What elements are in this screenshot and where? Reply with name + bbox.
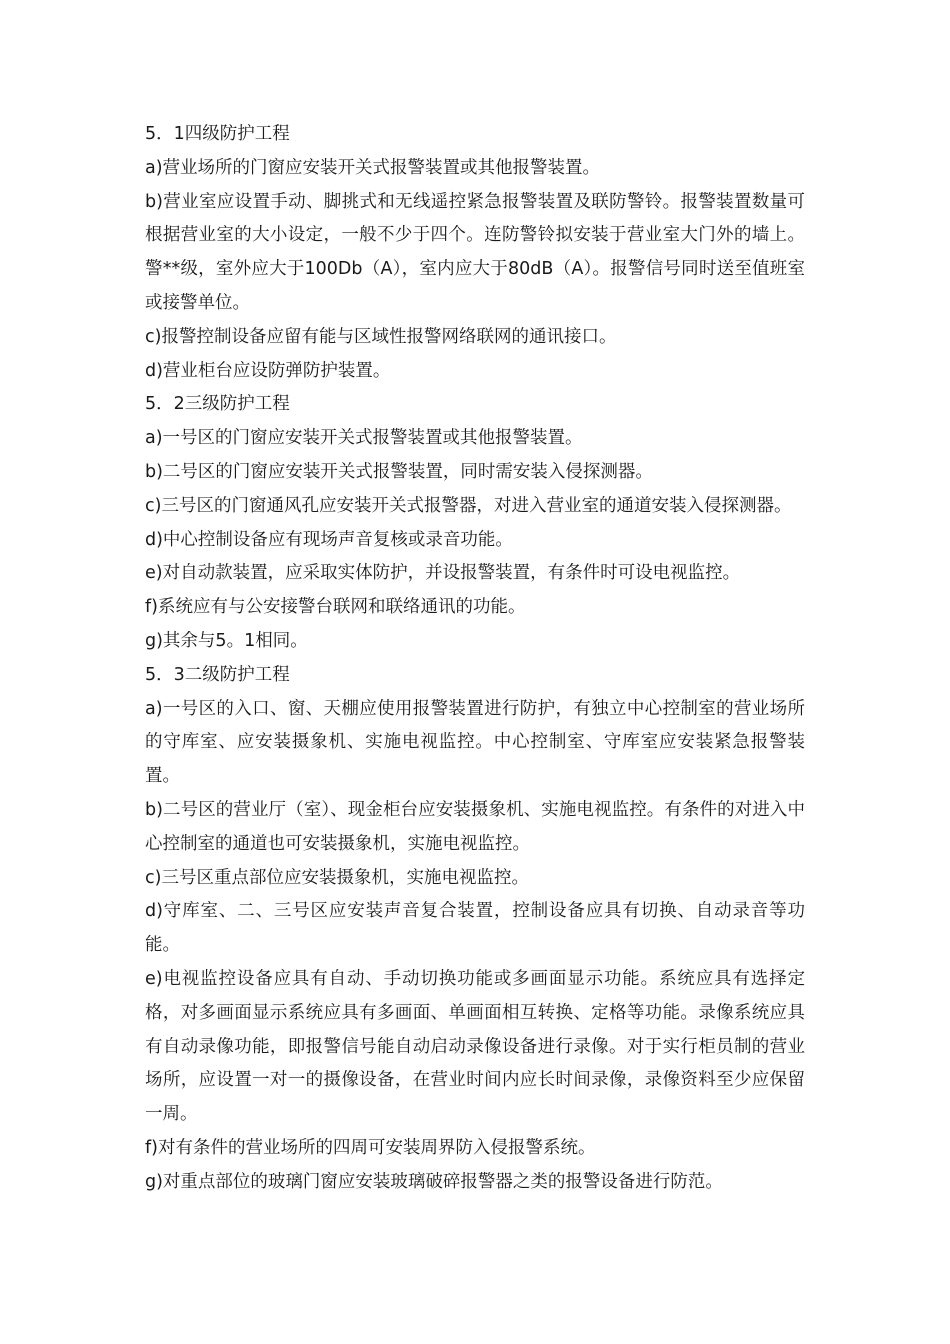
paragraph: e)电视监控设备应具有自动、手动切换功能或多画面显示功能。系统应具有选择定格，对多画面显示系统应具有多画面、单画面相互转换、定格等功能。录像系统应具有自动录像功能，即报警信号能自动启动录像设备进行录像。对于实行柜员制的营业场所，应设置一对一的摄像设备，在营业时间内应长时间录像，录像资料至少应保留一周。	[145, 968, 805, 1125]
paragraph: c)报警控制设备应留有能与区域性报警网络联网的通讯接口。	[145, 326, 617, 347]
section-heading-5-3: 5．3二级防护工程	[145, 664, 290, 685]
paragraph: a)一号区的入口、窗、天棚应使用报警装置进行防护，有独立中心控制室的营业场所的守库室、应安装摄象机、实施电视监控。中心控制室、守库室应安装紧急报警装置。	[145, 698, 805, 787]
paragraph: a)一号区的门窗应安装开关式报警装置或其他报警装置。	[145, 428, 583, 449]
paragraph: b)二号区的门窗应安装开关式报警装置，同时需安装入侵探测器。	[145, 461, 653, 482]
paragraph: d)中心控制设备应有现场声音复核或录音功能。	[145, 529, 513, 550]
paragraph: g)其余与5。1相同。	[145, 630, 308, 651]
paragraph: b)营业室应设置手动、脚挑式和无线遥控紧急报警装置及联防警铃。报警装置数量可根据营业室的大小设定，一般不少于四个。连防警铃拟安装于营业室大门外的墙上。警**级，室外应大于100Db（A），室内应大于80dB（A）。报警信号同时送至值班室或接警单位。	[145, 191, 805, 313]
paragraph: g)对重点部位的玻璃门窗应安装玻璃破碎报警器之类的报警设备进行防范。	[145, 1171, 723, 1192]
paragraph: e)对自动款装置，应采取实体防护，并设报警装置，有条件时可设电视监控。	[145, 563, 741, 584]
paragraph: b)二号区的营业厅（室）、现金柜台应安装摄象机、实施电视监控。有条件的对进入中心控制室的通道也可安装摄象机，实施电视监控。	[145, 799, 805, 854]
paragraph: f)对有条件的营业场所的四周可安装周界防入侵报警系统。	[145, 1137, 596, 1158]
section-heading-5-2: 5．2三级防护工程	[145, 394, 290, 415]
section-heading-5-1: 5．1四级防护工程	[145, 124, 290, 144]
paragraph: a)营业场所的门窗应安装开关式报警装置或其他报警装置。	[145, 157, 601, 178]
paragraph: c)三号区重点部位应安装摄象机，实施电视监控。	[145, 867, 529, 888]
paragraph: d)守库室、二、三号区应安装声音复合装置，控制设备应具有切换、自动录音等功能。	[145, 901, 805, 956]
document-body	[145, 118, 805, 1200]
paragraph: f)系统应有与公安接警台联网和联络通讯的功能。	[145, 597, 526, 618]
paragraph: d)营业柜台应设防弹防护装置。	[145, 360, 391, 381]
paragraph: c)三号区的门窗通风孔应安装开关式报警器，对进入营业室的通道安装入侵探测器。	[145, 495, 792, 516]
